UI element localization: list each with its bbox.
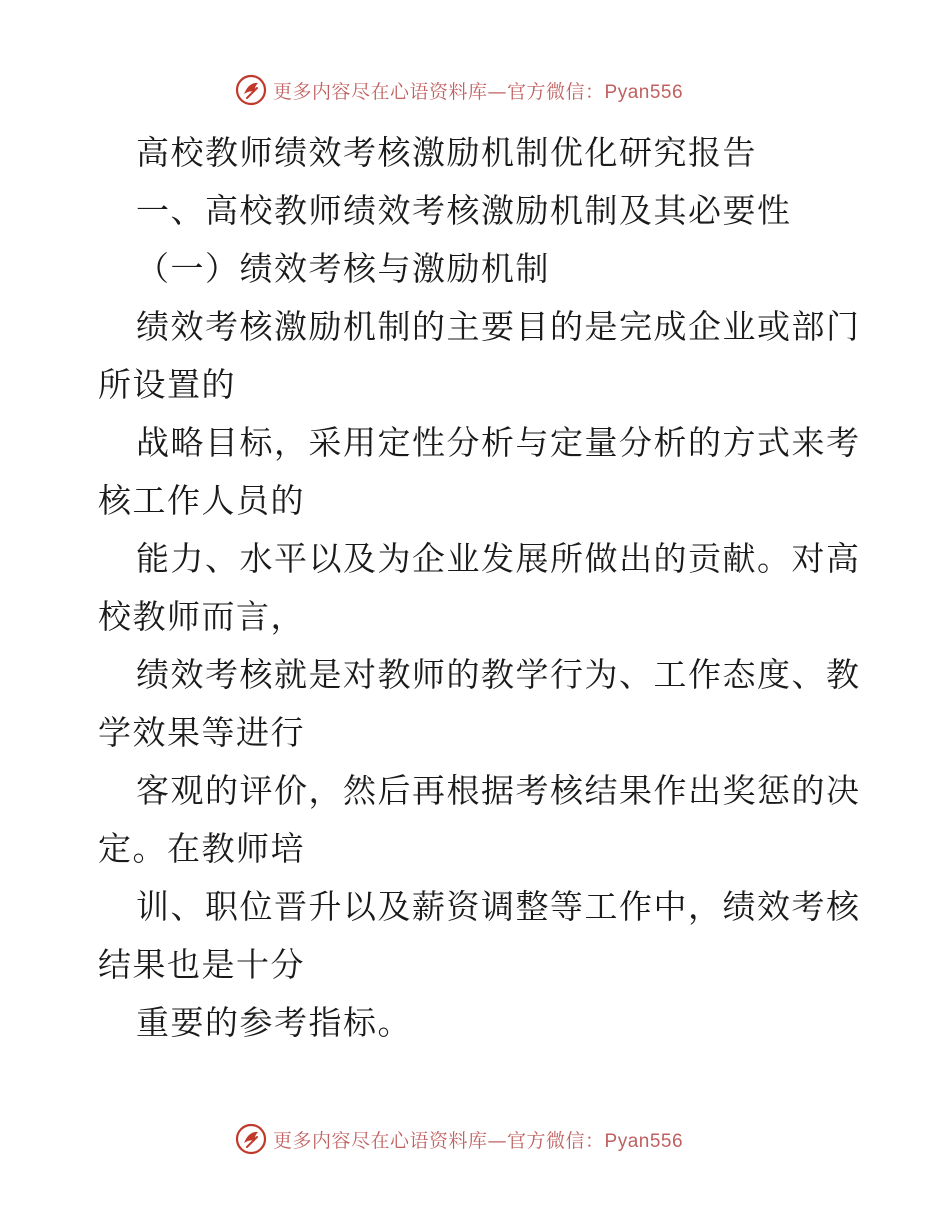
section-heading: 一、高校教师绩效考核激励机制及其必要性 [136, 191, 792, 230]
footer-watermark [235, 1122, 683, 1156]
paragraph-line: 能力、水平以及为企业发展所做出的贡献。对高 [136, 539, 861, 578]
red-seal-logo-icon [235, 1123, 267, 1155]
watermark-text: 更多内容尽在心语资料库—官方微信：Pyan556 [273, 1129, 684, 1152]
paragraph-line: 训、职位晋升以及薪资调整等工作中，绩效考核 [136, 887, 861, 926]
red-seal-logo-icon [235, 74, 267, 106]
header-watermark [235, 73, 683, 107]
paragraph-line: 所设置的 [98, 365, 236, 404]
document-title: 高校教师绩效考核激励机制优化研究报告 [136, 133, 757, 172]
watermark-account: Pyan556 [604, 1130, 684, 1152]
paragraph-line: 核工作人员的 [98, 481, 305, 520]
paragraph-line: 战略目标，采用定性分析与定量分析的方式来考 [136, 423, 861, 462]
watermark-text: 更多内容尽在心语资料库—官方微信：Pyan556 [273, 80, 684, 103]
paragraph-line: 定。在教师培 [98, 829, 305, 868]
paragraph-line: 绩效考核就是对教师的教学行为、工作态度、教 [136, 655, 861, 694]
paragraph-line: 结果也是十分 [98, 945, 305, 984]
watermark-account: Pyan556 [604, 81, 684, 103]
paragraph-line: 重要的参考指标。 [136, 1003, 412, 1042]
paragraph-line: 绩效考核激励机制的主要目的是完成企业或部门 [136, 307, 861, 346]
document-body [98, 124, 861, 1052]
paragraph-line: 校教师而言， [98, 597, 305, 636]
paragraph-line: 客观的评价，然后再根据考核结果作出奖惩的决 [136, 771, 861, 810]
paragraph-line: 学效果等进行 [98, 713, 305, 752]
subsection-heading: （一）绩效考核与激励机制 [136, 249, 550, 288]
